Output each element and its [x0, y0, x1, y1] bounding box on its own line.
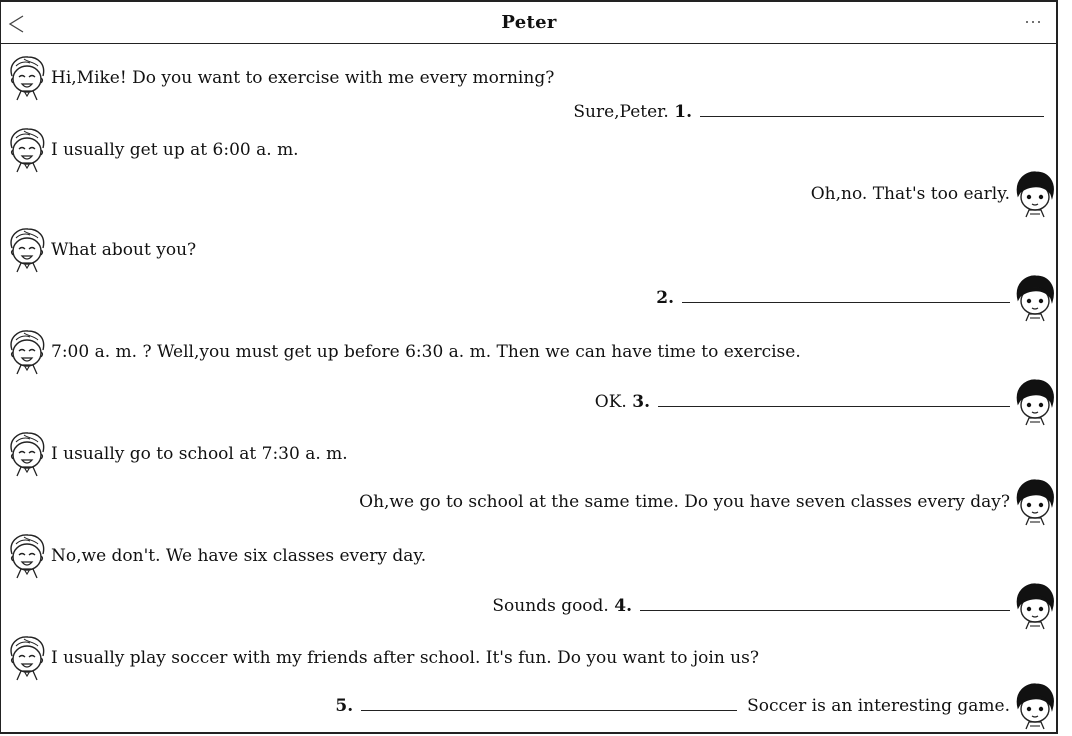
- message-text: [335, 696, 1010, 716]
- message-peter: [4, 50, 554, 106]
- blank-number: 4.: [614, 596, 632, 616]
- more-options-button[interactable]: [1020, 10, 1046, 34]
- message-mike: [335, 678, 1058, 734]
- ellipsis-icon: [1025, 19, 1041, 25]
- message-mike: [573, 84, 1046, 140]
- answer-blank-3[interactable]: [658, 392, 1010, 407]
- message-peter: [4, 324, 801, 380]
- message-peter: [4, 222, 196, 278]
- peter-avatar-icon: [4, 226, 50, 274]
- answer-blank-2[interactable]: [682, 288, 1010, 303]
- message-prefix: OK.: [594, 392, 627, 412]
- message-peter: [4, 426, 348, 482]
- blank-number: 5.: [335, 696, 354, 716]
- message-text: [595, 392, 1010, 412]
- peter-avatar-icon: [4, 430, 50, 478]
- message-text: I usually play soccer with my friends after school. It's fun. Do you want to join us?: [51, 648, 759, 668]
- message-suffix: Soccer is an interesting game.: [747, 696, 1010, 716]
- back-chevron-icon: [7, 13, 25, 35]
- message-mike: [492, 578, 1058, 634]
- mike-avatar-icon: [1012, 582, 1058, 630]
- message-text: What about you?: [51, 240, 197, 260]
- mike-avatar-icon: [1012, 682, 1058, 730]
- message-text: 7:00 a. m. ? Well,you must get up before 6:30 a. m. Then we can have time to exercise.: [51, 342, 801, 362]
- message-text: Hi,Mike! Do you want to exercise with me every morning?: [51, 68, 555, 88]
- chat-header: [0, 0, 1058, 44]
- message-text: Oh,no. That's too early.: [810, 184, 1010, 204]
- mike-avatar-icon: [1012, 378, 1058, 426]
- answer-blank-5[interactable]: [361, 696, 737, 711]
- peter-avatar-icon: [4, 328, 50, 376]
- mike-avatar-icon: [1012, 170, 1058, 218]
- message-text: Oh,we go to school at the same time. Do you have seven classes every day?: [359, 492, 1010, 512]
- chat-title: Peter: [501, 12, 557, 33]
- mike-avatar-icon: [1012, 274, 1058, 322]
- message-mike: [359, 474, 1058, 530]
- message-text: [573, 102, 1044, 122]
- message-text: No,we don't. We have six classes every day.: [51, 546, 427, 566]
- peter-avatar-icon: [4, 54, 50, 102]
- blank-number: 3.: [632, 392, 650, 412]
- message-mike: [595, 374, 1058, 430]
- message-peter: [4, 528, 426, 584]
- message-prefix: Sure,Peter.: [573, 102, 669, 122]
- message-mike: [811, 166, 1058, 222]
- answer-blank-1[interactable]: [700, 102, 1044, 117]
- answer-blank-4[interactable]: [640, 596, 1010, 611]
- peter-avatar-icon: [4, 126, 50, 174]
- back-button[interactable]: [2, 6, 30, 42]
- message-text: [492, 596, 1010, 616]
- message-mike: [656, 270, 1058, 326]
- message-text: [656, 288, 1010, 308]
- blank-number: 1.: [674, 102, 692, 122]
- mike-avatar-icon: [1012, 478, 1058, 526]
- message-text: I usually go to school at 7:30 a. m.: [51, 444, 348, 464]
- message-text: I usually get up at 6:00 a. m.: [51, 140, 299, 160]
- peter-avatar-icon: [4, 532, 50, 580]
- message-peter: [4, 122, 299, 178]
- blank-number: 2.: [656, 288, 674, 308]
- peter-avatar-icon: [4, 634, 50, 682]
- message-prefix: Sounds good.: [492, 596, 609, 616]
